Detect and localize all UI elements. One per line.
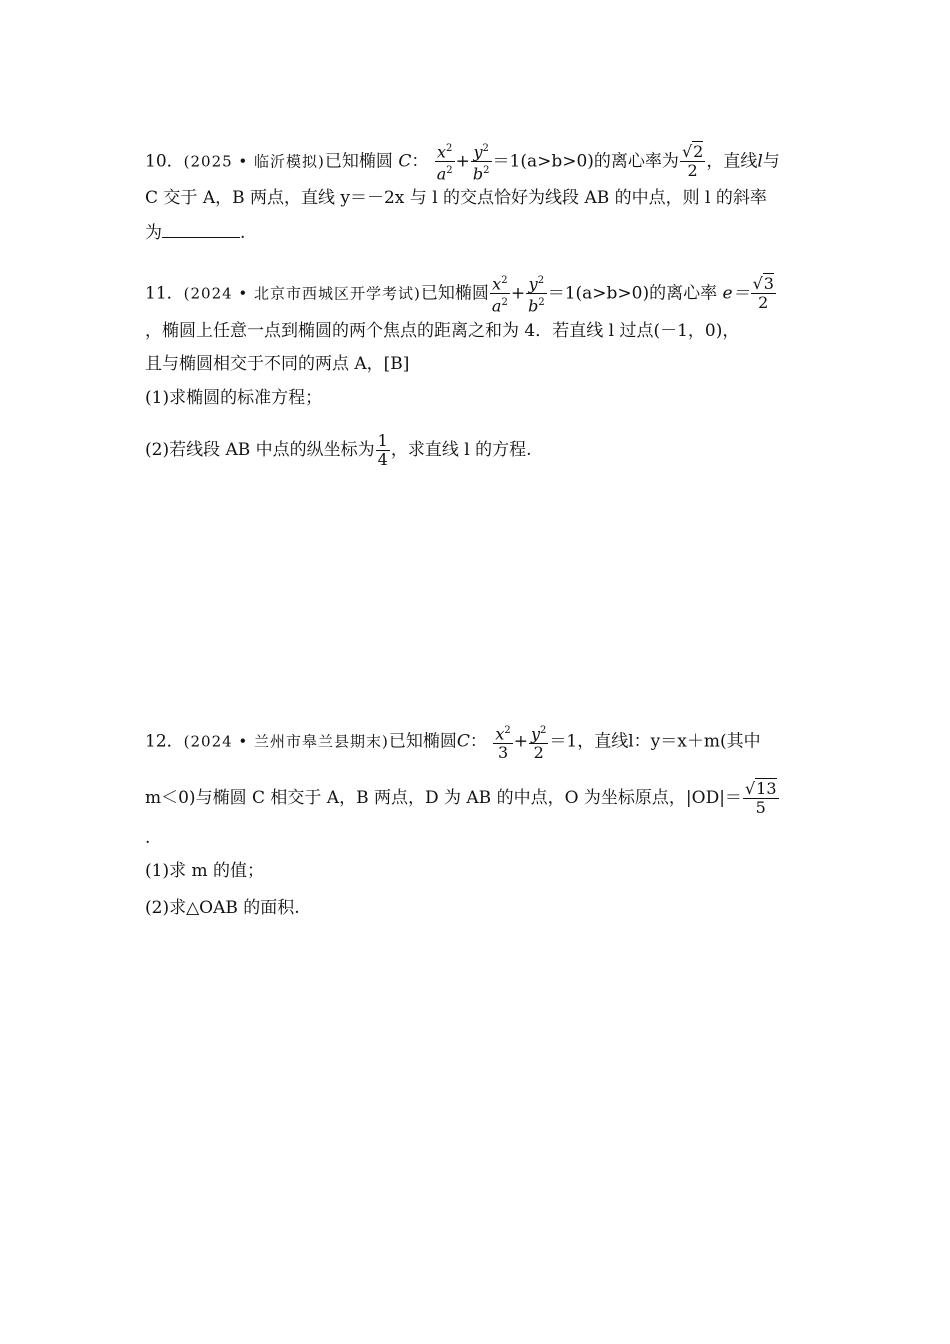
q11-eccentricity: $\frac{√3}{2}$: [752, 274, 774, 313]
q11-frac-den: 4: [377, 450, 388, 469]
q11-frac-num: 1: [377, 431, 388, 450]
q10-text-3: 与: [762, 151, 780, 172]
q11-part-1: (1)求椭圆的标准方程；: [145, 388, 323, 408]
q12-line-3: .: [145, 828, 151, 848]
q12-number: 12．: [145, 731, 184, 752]
q11-e: e＝: [722, 283, 750, 304]
q11-source: (2024 • 北京市西城区开学考试): [183, 284, 421, 303]
q10-ecc-num: 2: [693, 142, 704, 162]
q12-od-den: 5: [755, 798, 766, 817]
q12-frac-y: $\frac{y^2}{2}$: [529, 722, 548, 762]
q11-part2-frac: [376, 432, 390, 469]
q11-line-1: 11．(2024 • 北京市西城区开学考试)已知椭圆 $\frac{x^2}{a^2}$ + $\frac{y^2}{b^2}$ ＝1(a>b>0)的离心率 e＝ $\frac{√3}{2}$: [145, 272, 810, 316]
q11-part2-text: (2)若线段 AB 中点的纵坐标为: [145, 440, 375, 460]
q10-answer-blank[interactable]: [162, 223, 240, 238]
q12-text: 已知椭圆: [388, 731, 457, 752]
q10-eccentricity: $\frac{√2}{2}$: [681, 142, 704, 181]
q10-line-1: 10．(2025 • 临沂模拟)已知椭圆 C： $\frac{x^2}{a^2}$ + $\frac{y^2}{b^2}$ ＝1(a>b>0)的离心率为 $\frac{√2}{2}$ ，直线l与: [145, 140, 810, 184]
q11-number: 11．: [145, 283, 184, 304]
q10-frac-x: $\frac{x^2}{a^2}$: [435, 140, 455, 184]
q11-ecc-den: 2: [758, 293, 769, 313]
q12-line-2: [145, 780, 810, 817]
q10-source: (2025 • 临沂模拟): [183, 152, 325, 171]
q10-ellipse-name: C: [398, 151, 412, 172]
q11-part2-end: ，求直线 l 的方程.: [390, 440, 532, 460]
q11-frac-y: $\frac{y^2}{b^2}$: [526, 272, 547, 316]
q12-line-def: l：y＝x＋m(其中: [628, 731, 761, 752]
q11-text: 已知椭圆: [420, 283, 489, 304]
q10-text: 已知椭圆: [324, 151, 393, 172]
q12-ellipse-name: C: [456, 731, 470, 752]
q12-source: (2024 • 兰州市皋兰县期末): [183, 732, 389, 751]
q12-od-frac: $\frac{√13}{5}$: [744, 779, 777, 817]
q12-part-1: (1)求 m 的值；: [145, 861, 265, 881]
q11-eq-rhs: ＝1(a>b>0)的离心率: [547, 283, 718, 304]
q12-line-1: 12．(2024 • 兰州市皋兰县期末)已知椭圆C： $\frac{x^2}{3}$ + $\frac{y^2}{2}$ ＝1，直线l：y＝x＋m(其中: [145, 722, 810, 762]
q12-frac-x: $\frac{x^2}{3}$: [493, 722, 512, 762]
q10-number: 10．: [145, 151, 184, 172]
q10-ecc-den: 2: [687, 161, 698, 181]
q12-den1: 3: [497, 743, 509, 763]
q10-line3-prefix: 为: [145, 223, 162, 243]
q10-frac-y: $\frac{y^2}{b^2}$: [471, 140, 492, 184]
q11-ecc-num: 3: [763, 274, 774, 294]
q12-den2: 2: [533, 743, 544, 763]
q11-line-2: ，椭圆上任意一点到椭圆的两个焦点的距离之和为 4．若直线 l 过点(－1，0)，: [145, 321, 740, 341]
q11-frac-x: $\frac{x^2}{a^2}$: [490, 272, 510, 316]
q10-colon: ：: [411, 151, 429, 172]
q10-line-3: 为 .: [145, 223, 246, 243]
q11-part-2: [145, 432, 810, 469]
q11-line-3: 且与椭圆相交于不同的两点 A，[B]: [145, 354, 410, 374]
q10-text-2: ，直线: [706, 151, 758, 172]
q10-l: l: [757, 151, 763, 172]
q12-eq-rhs: ＝1，直线: [549, 731, 629, 752]
q12-colon: ：: [469, 731, 487, 752]
q10-eq-rhs: ＝1(a>b>0)的离心率为: [492, 151, 679, 172]
q12-part-2: (2)求△OAB 的面积.: [145, 898, 300, 918]
q12-od-num: 13: [756, 779, 777, 798]
q10-line-2: C 交于 A，B 两点，直线 y＝－2x 与 l 的交点恰好为线段 AB 的中点，则 l 的斜率: [145, 188, 767, 208]
q12-line2-text: m＜0)与椭圆 C 相交于 A，B 两点，D 为 AB 的中点，O 为坐标原点，|OD|＝: [145, 788, 742, 808]
